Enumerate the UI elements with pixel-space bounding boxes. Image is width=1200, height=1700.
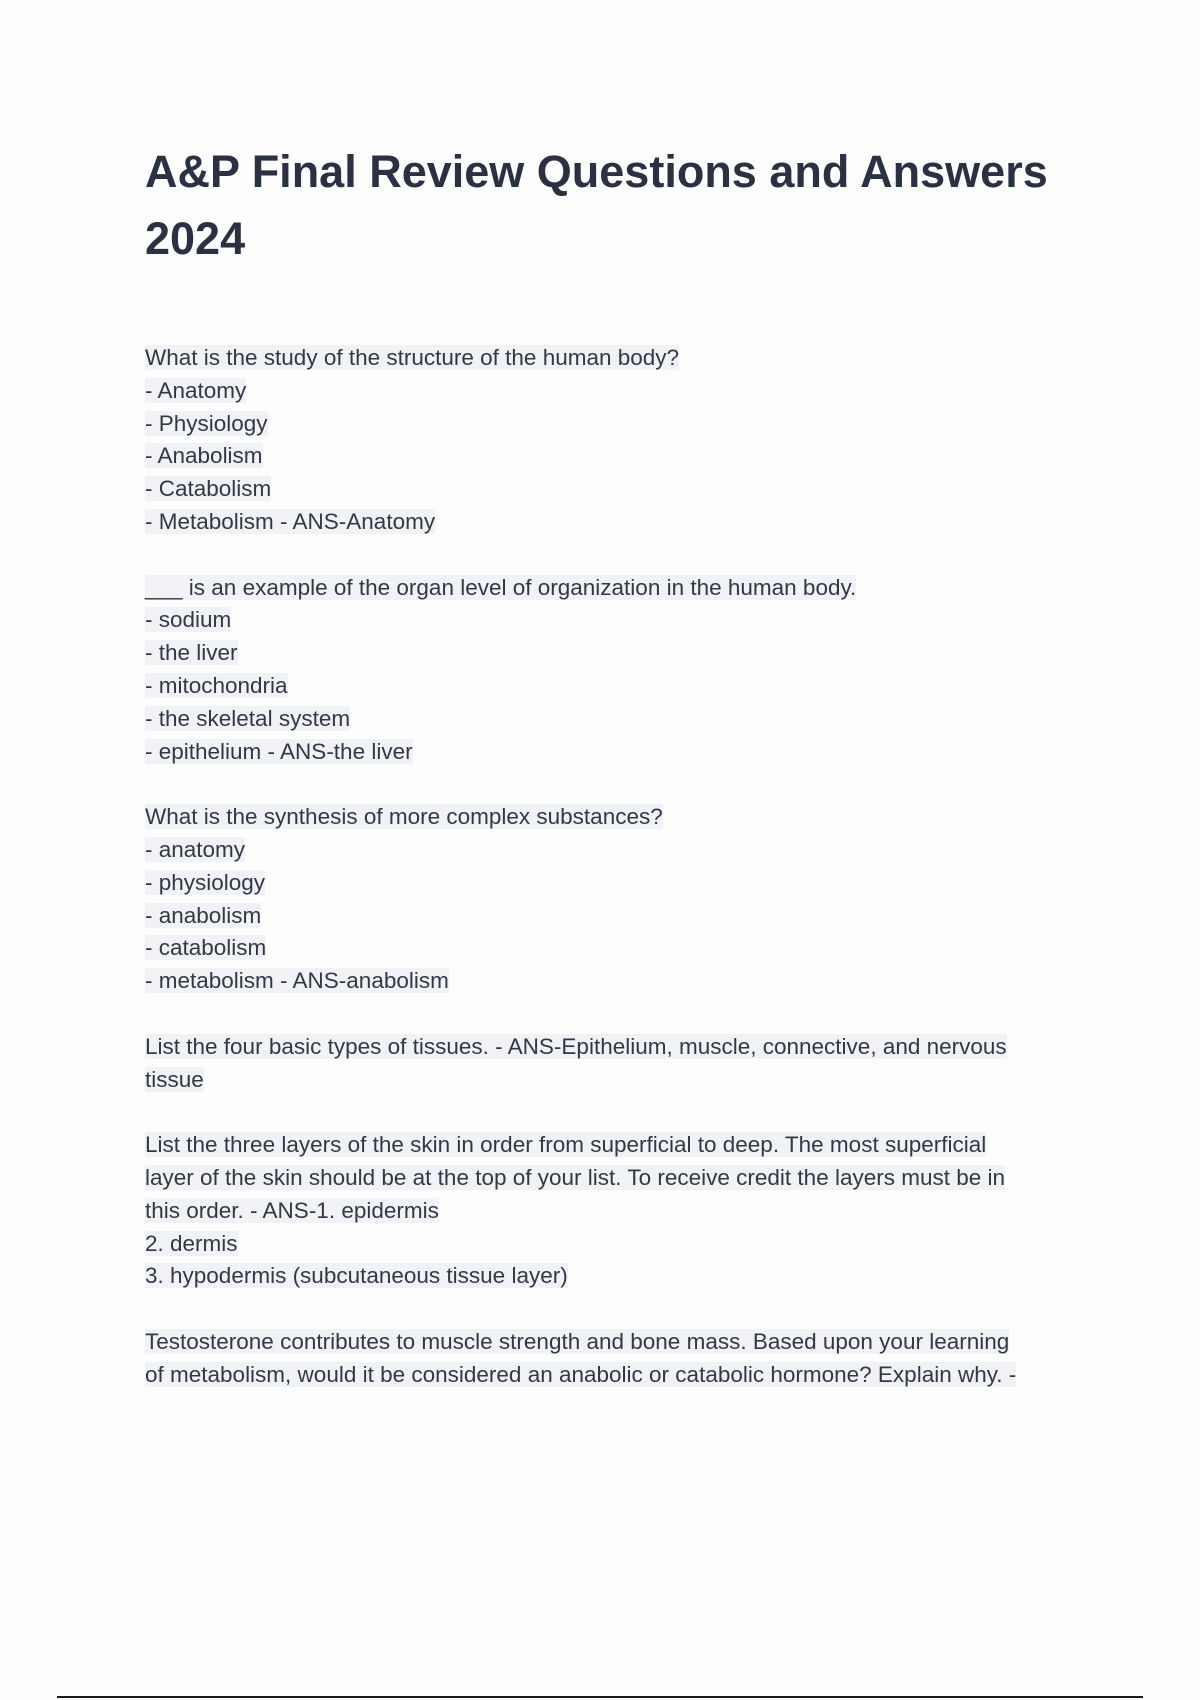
answer-line: 3. hypodermis (subcutaneous tissue layer) bbox=[145, 1263, 568, 1289]
answer-option: - Catabolism bbox=[145, 476, 272, 502]
question-block-1 bbox=[145, 342, 1085, 539]
answer-option: - sodium bbox=[145, 607, 232, 633]
question-line: ___ is an example of the organ level of organization in the human body. bbox=[145, 574, 857, 600]
answer-option: - metabolism - ANS-anabolism bbox=[145, 968, 449, 994]
question-line: Testosterone contributes to muscle strength and bone mass. Based upon your learning bbox=[145, 1328, 1010, 1354]
document-body bbox=[145, 342, 1085, 1424]
question-block-3 bbox=[145, 801, 1085, 998]
question-block-5 bbox=[145, 1129, 1085, 1293]
document-title: A&P Final Review Questions and Answers 2024 bbox=[145, 146, 1048, 264]
question-line: What is the study of the structure of the human body? bbox=[145, 345, 680, 370]
answer-option: - Metabolism - ANS-Anatomy bbox=[145, 508, 436, 534]
answer-option: - Anabolism bbox=[145, 443, 263, 469]
question-block-6 bbox=[145, 1326, 1085, 1392]
answer-option: - the skeletal system bbox=[145, 705, 351, 731]
question-block-4 bbox=[145, 1031, 1085, 1097]
answer-line: 2. dermis bbox=[145, 1230, 238, 1256]
answer-option: - anabolism bbox=[145, 902, 262, 928]
answer-option: - the liver bbox=[145, 640, 238, 666]
question-line: List the three layers of the skin in order from superficial to deep. The most superficial bbox=[145, 1132, 987, 1158]
answer-option: - catabolism bbox=[145, 935, 267, 961]
answer-option: - mitochondria bbox=[145, 672, 288, 698]
question-line: this order. - ANS-1. epidermis bbox=[145, 1197, 439, 1223]
question-line: layer of the skin should be at the top of your list. To receive credit the layers must be in bbox=[145, 1164, 1006, 1190]
answer-option: - epithelium - ANS-the liver bbox=[145, 738, 413, 764]
answer-option: - Anatomy bbox=[145, 377, 247, 403]
question-line: What is the synthesis of more complex substances? bbox=[145, 804, 663, 830]
question-line: of metabolism, would it be considered an anabolic or catabolic hormone? Explain why. - bbox=[145, 1361, 1017, 1387]
question-line: List the four basic types of tissues. - ANS-Epithelium, muscle, connective, and nervous bbox=[145, 1033, 1007, 1059]
answer-option: - Physiology bbox=[145, 410, 268, 436]
footer-divider bbox=[57, 1696, 1143, 1698]
question-block-2 bbox=[145, 572, 1085, 769]
answer-option: - anatomy bbox=[145, 836, 246, 862]
answer-option: - physiology bbox=[145, 869, 266, 895]
question-line: tissue bbox=[145, 1066, 204, 1092]
